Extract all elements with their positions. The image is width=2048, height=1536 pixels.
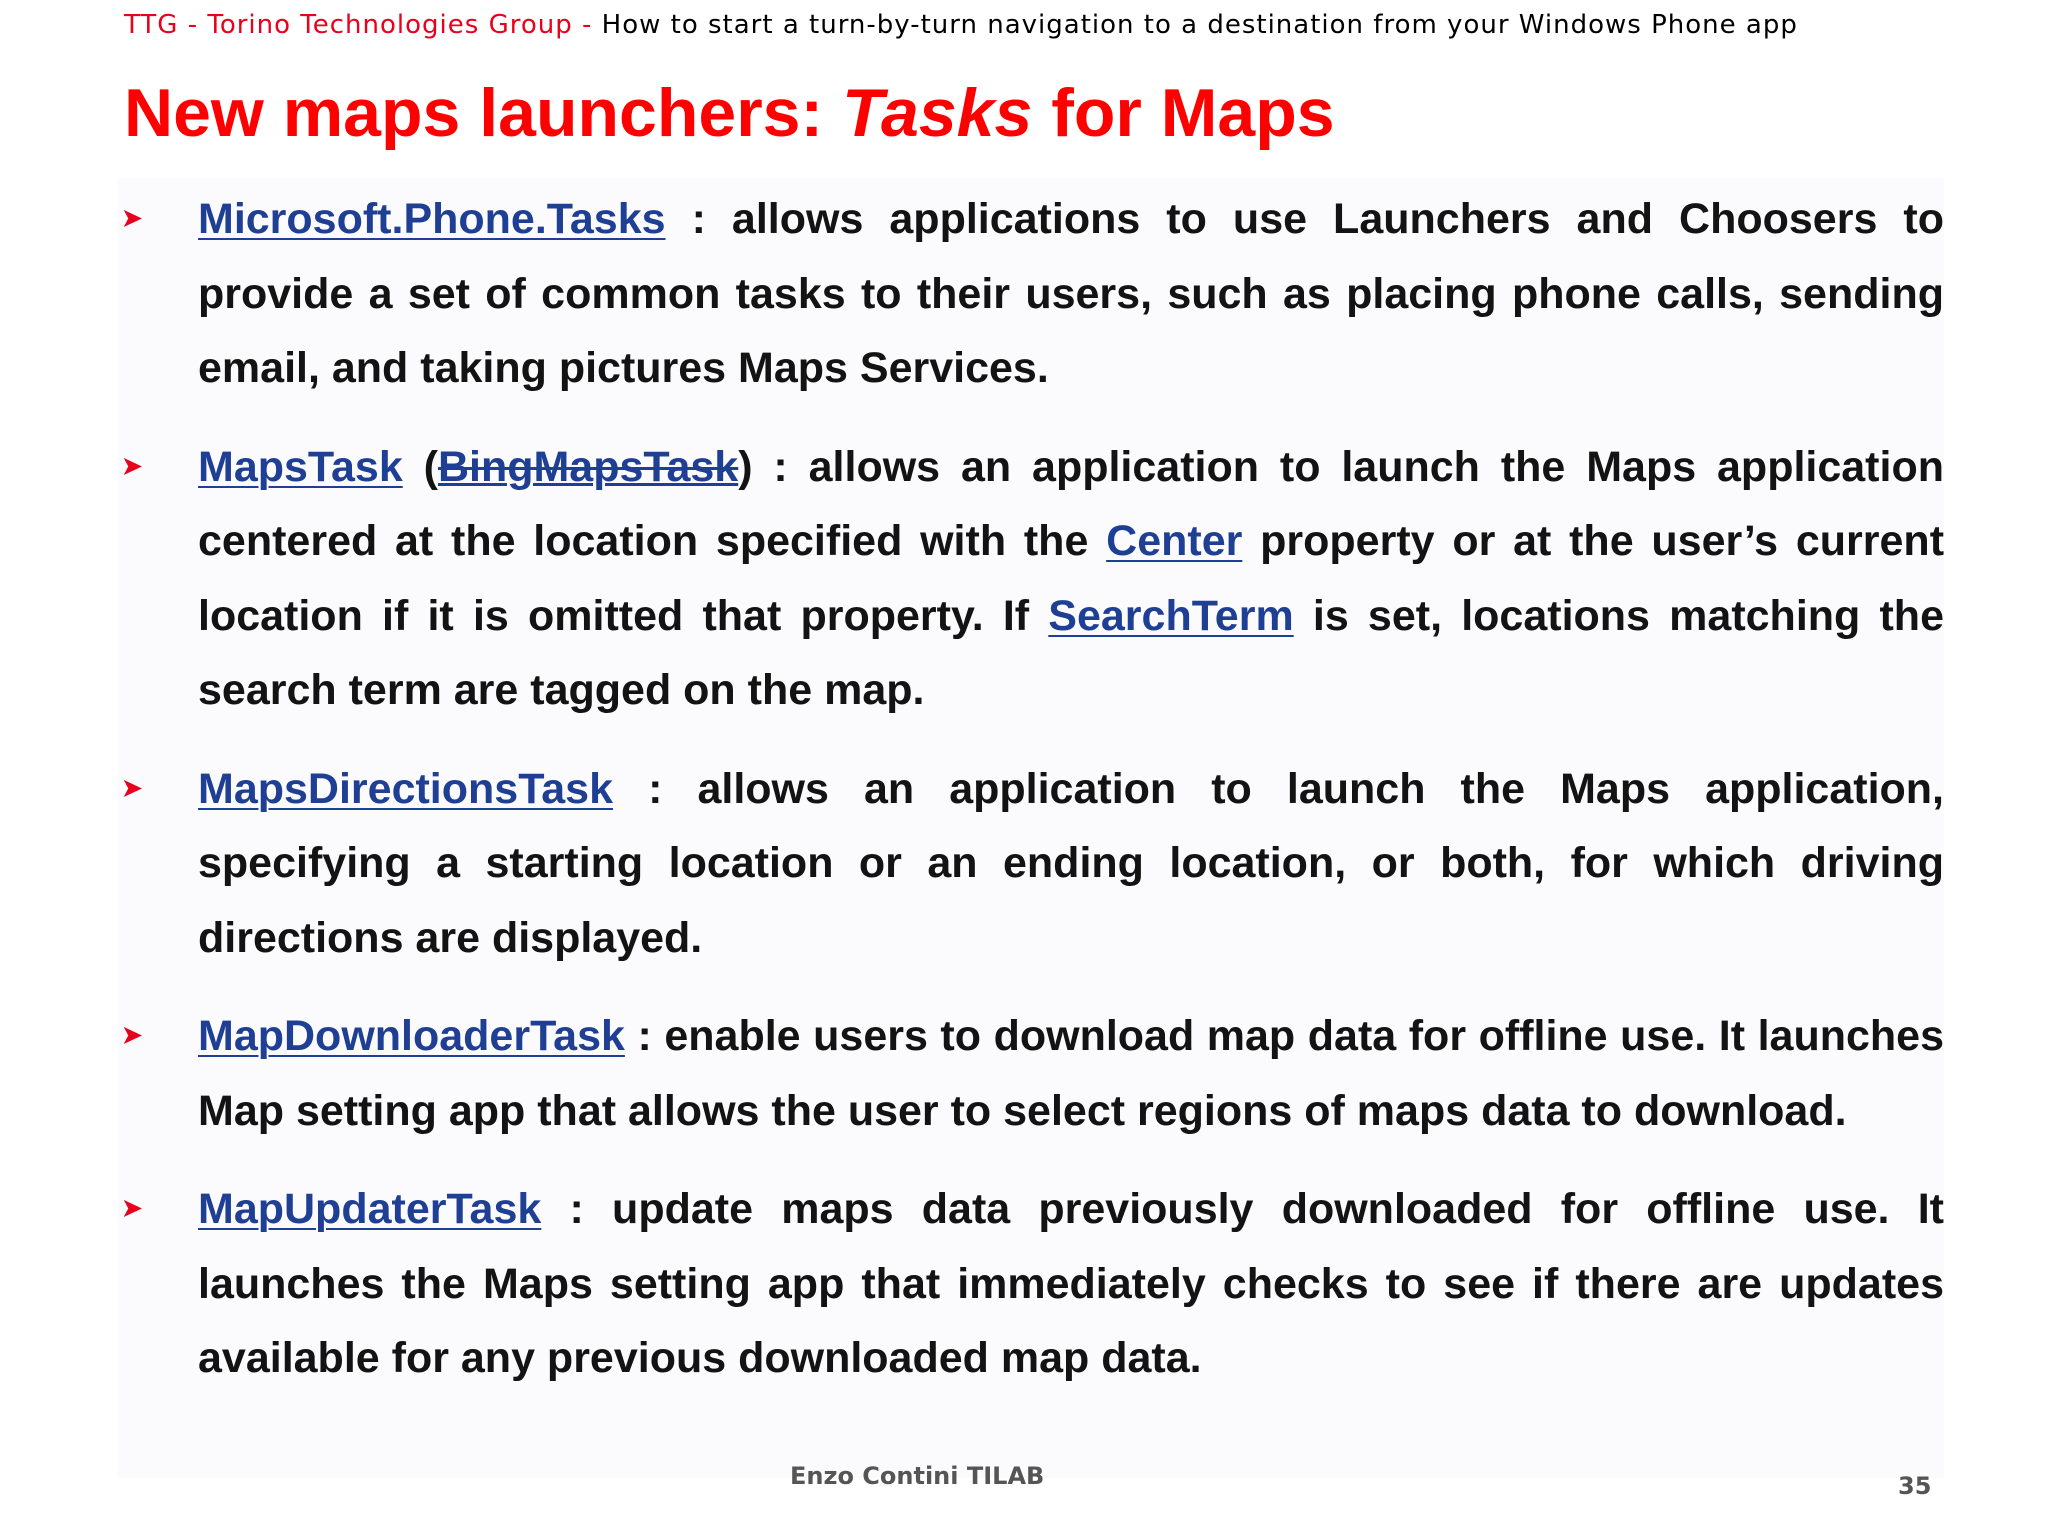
bullet-maps-task xyxy=(118,430,1944,728)
slide-header xyxy=(124,10,1798,40)
header-subtitle: How to start a turn-by-turn navigation to a destination from your Windows Phone app xyxy=(601,10,1798,40)
struck-bing-maps-task[interactable]: BingMapsTask xyxy=(437,442,739,491)
page-number: 35 xyxy=(1898,1472,1932,1500)
bullet-text: : allows applications to use Launchers and Choosers to provide a set of common tasks to their users, such as placing phone calls, sending email, and taking pictures Maps Services. xyxy=(198,195,1944,392)
bullet-text: : allows an application to launch the Maps application, specifying a starting location or an ending location, or both, for which driving directions are displayed. xyxy=(198,764,1944,962)
bullet-map-updater-task xyxy=(118,1172,1944,1396)
bullet-list xyxy=(118,182,1944,1420)
header-brand: TTG - Torino Technologies Group - xyxy=(124,10,602,40)
link-center[interactable]: Center xyxy=(1106,517,1243,565)
link-map-updater-task[interactable]: MapUpdaterTask xyxy=(198,1185,542,1233)
bullet-text: : enable users to download map data for offline use. It launches Map setting app that allows the user to select regions of maps data to download. xyxy=(198,1012,1944,1135)
bullet-arrow-icon: ➤ xyxy=(122,1195,143,1222)
title-part-2: for Maps xyxy=(1032,75,1335,151)
bullet-arrow-icon: ➤ xyxy=(122,452,143,480)
link-map-downloader-task[interactable]: MapDownloaderTask xyxy=(198,1012,625,1060)
title-italic: Tasks xyxy=(842,75,1033,151)
bullet-map-downloader-task xyxy=(118,999,1944,1148)
bullet-arrow-icon: ➤ xyxy=(122,205,143,232)
title-part-1: New maps launchers: xyxy=(124,75,843,151)
link-microsoft-phone-tasks[interactable]: Microsoft.Phone.Tasks xyxy=(198,195,666,243)
bullet-arrow-icon: ➤ xyxy=(122,774,143,802)
slide-title xyxy=(124,74,1335,152)
bullet-text: property or at the user’s current location if it is omitted that property. If xyxy=(198,517,1945,640)
bullet-microsoft-phone-tasks xyxy=(118,182,1944,406)
bullet-maps-directions-task xyxy=(118,752,1944,976)
bullet-arrow-icon: ➤ xyxy=(122,1022,143,1049)
link-maps-directions-task[interactable]: MapsDirectionsTask xyxy=(198,764,614,813)
bullet-text: ) : allows an application to launch the Maps application centered at the location specified with the xyxy=(198,442,1944,565)
bullet-text: ( xyxy=(402,442,438,491)
bullet-text: : update maps data previously downloaded for offline use. It launches the Maps setting app that immediately checks to see if there are updates available for any previous downloaded map data. xyxy=(198,1185,1944,1382)
link-search-term[interactable]: SearchTerm xyxy=(1048,591,1294,640)
bullet-text: is set, locations matching the search term are tagged on the map. xyxy=(198,591,1944,714)
link-maps-task[interactable]: MapsTask xyxy=(198,442,403,491)
footer-author: Enzo Contini TILAB xyxy=(790,1462,1045,1490)
